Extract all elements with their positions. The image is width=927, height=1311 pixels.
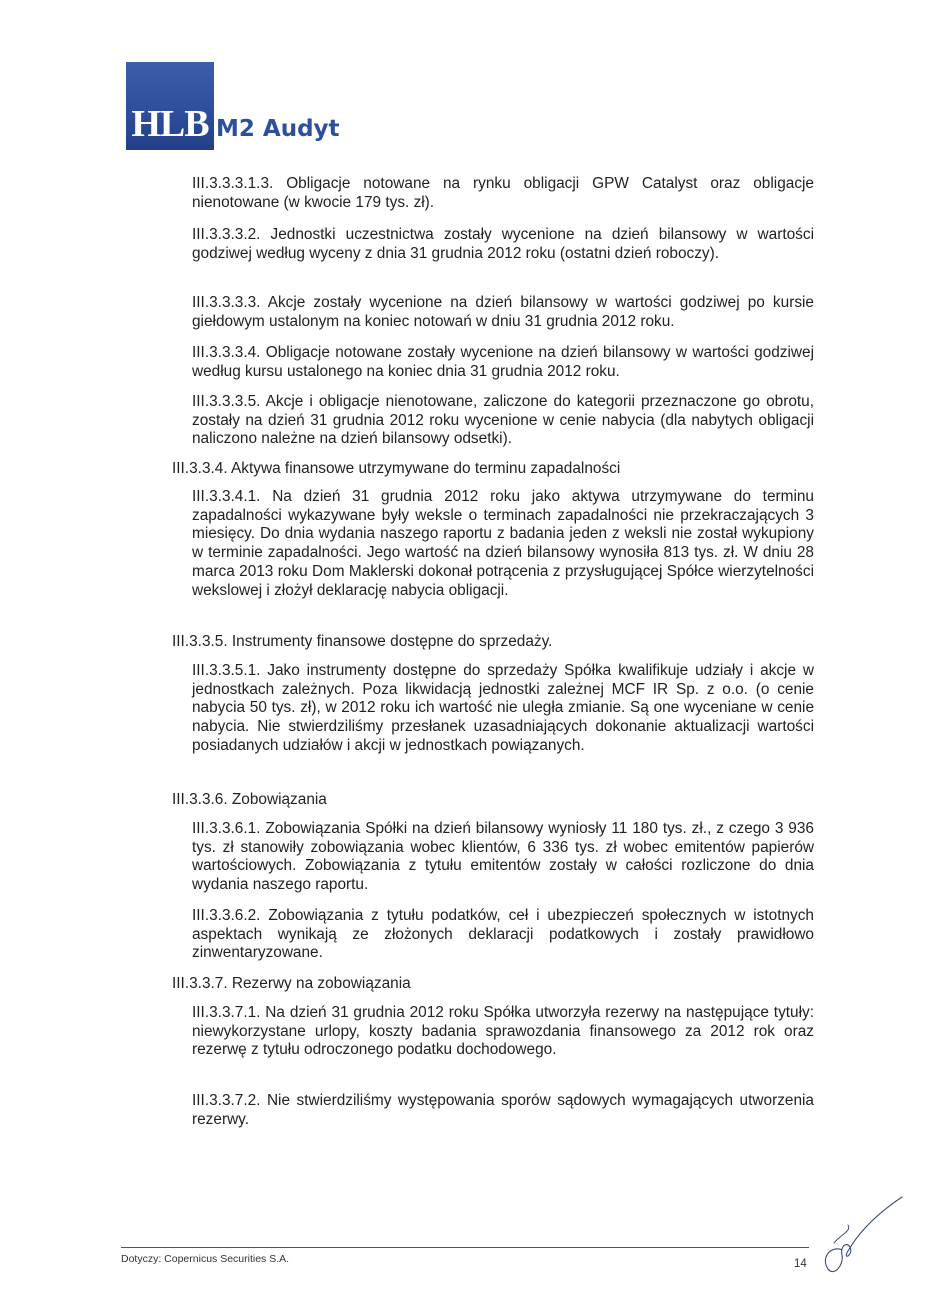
paragraph-3-3-3-3: III.3.3.3.3. Akcje zostały wycenione na dzień bilansowy w wartości godziwej po kursie giełdowym ustalonym na koniec notowań w dniu 31 grudnia 2012 roku. [192, 294, 814, 330]
paragraph-3-3-6-1: III.3.3.6.1. Zobowiązania Spółki na dzień bilansowy wyniosły 11 180 tys. zł., z czego 3 936 tys. zł stanowiły zobowiązania wobec klientów, 6 336 tys. zł wobec emitentów papierów wartościowych. Zobowiązania z tytułu emitentów zostały w całości rozliczone do dnia wydania naszego raportu. [192, 820, 814, 894]
paragraph-3-3-5-1: III.3.3.5.1. Jako instrumenty dostępne do sprzedaży Spółka kwalifikuje udziały i akcje w jednostkach zależnych. Poza likwidacją jednostki zależnej MCF IR Sp. z o.o. (o cenie nabycia 50 tys. zł), w 2012 roku ich wartość nie uległa zmianie. Są one wyceniane w cenie nabycia. Nie stwierdziliśmy przesłanek uzasadniających dokonanie aktualizacji wartości posiadanych udziałów i akcji w jednostkach powiązanych. [192, 662, 814, 754]
footer-divider [121, 1247, 809, 1248]
page-number: 14 [794, 1258, 807, 1270]
paragraph-3-3-7-1: III.3.3.7.1. Na dzień 31 grudnia 2012 roku Spółka utworzyła rezerwy na następujące tytuły: niewykorzystane urlopy, koszty badania sprawozdania finansowego za 2012 rok oraz rezerwę z tytułu odroczonego podatku dochodowego. [192, 1004, 814, 1059]
paragraph-3-3-3-5: III.3.3.3.5. Akcje i obligacje nienotowane, zaliczone do kategorii przeznaczone go obrotu, zostały na dzień 31 grudnia 2012 roku wycenione w cenie nabycia (dla nabytych obligacji naliczono należne na dzień bilansowy odsetki). [192, 393, 814, 448]
section-heading-3-3-7: III.3.3.7. Rezerwy na zobowiązania [172, 975, 411, 992]
paragraph-3-3-6-2: III.3.3.6.2. Zobowiązania z tytułu podatków, ceł i ubezpieczeń społecznych w istotnych aspektach wynikają ze złożonych deklaracji podatkowych i zostały prawidłowo zinwentaryzowane. [192, 907, 814, 962]
paragraph-3-3-3-2: III.3.3.3.2. Jednostki uczestnictwa zostały wycenione na dzień bilansowy w wartości godziwej według wyceny z dnia 31 grudnia 2012 roku (ostatni dzień roboczy). [192, 226, 814, 262]
handwritten-signature-icon [812, 1195, 912, 1280]
section-heading-3-3-4: III.3.3.4. Aktywa finansowe utrzymywane do terminu zapadalności [172, 460, 621, 477]
paragraph-3-3-3-1-3: III.3.3.3.1.3. Obligacje notowane na rynku obligacji GPW Catalyst oraz obligacje nienotowane (w kwocie 179 tys. zł). [192, 175, 814, 211]
hlb-m2-audyt-logo [126, 62, 386, 152]
paragraph-3-3-4-1: III.3.3.4.1. Na dzień 31 grudnia 2012 roku jako aktywa utrzymywane do terminu zapadalności wykazywane były weksle o terminach zapadalności nie przekraczających 3 miesięcy. Do dnia wydania naszego raportu z badania jeden z weksli nie został wykupiony w terminie zapadalności. Jego wartość na dzień bilansowy wynosiła 813 tys. zł. W dniu 28 marca 2013 roku Dom Maklerski dokonał potrącenia z przysługującej Spółce wierzytelności wekslowej i złożył deklarację nabycia obligacji. [192, 488, 814, 599]
footer-client-label: Dotyczy: Copernicus Securities S.A. [121, 1253, 290, 1265]
logo-text: M2 Audyt [216, 116, 340, 142]
paragraph-3-3-7-2: III.3.3.7.2. Nie stwierdziliśmy występowania sporów sądowych wymagających utworzenia rezerwy. [192, 1092, 814, 1128]
section-heading-3-3-5: III.3.3.5. Instrumenty finansowe dostępne do sprzedaży. [172, 633, 553, 650]
paragraph-3-3-3-4: III.3.3.3.4. Obligacje notowane zostały wycenione na dzień bilansowy w wartości godziwej według kursu ustalonego na koniec dnia 31 grudnia 2012 roku. [192, 344, 814, 380]
section-heading-3-3-6: III.3.3.6. Zobowiązania [172, 791, 327, 808]
logo-mark: HLB [131, 103, 209, 145]
